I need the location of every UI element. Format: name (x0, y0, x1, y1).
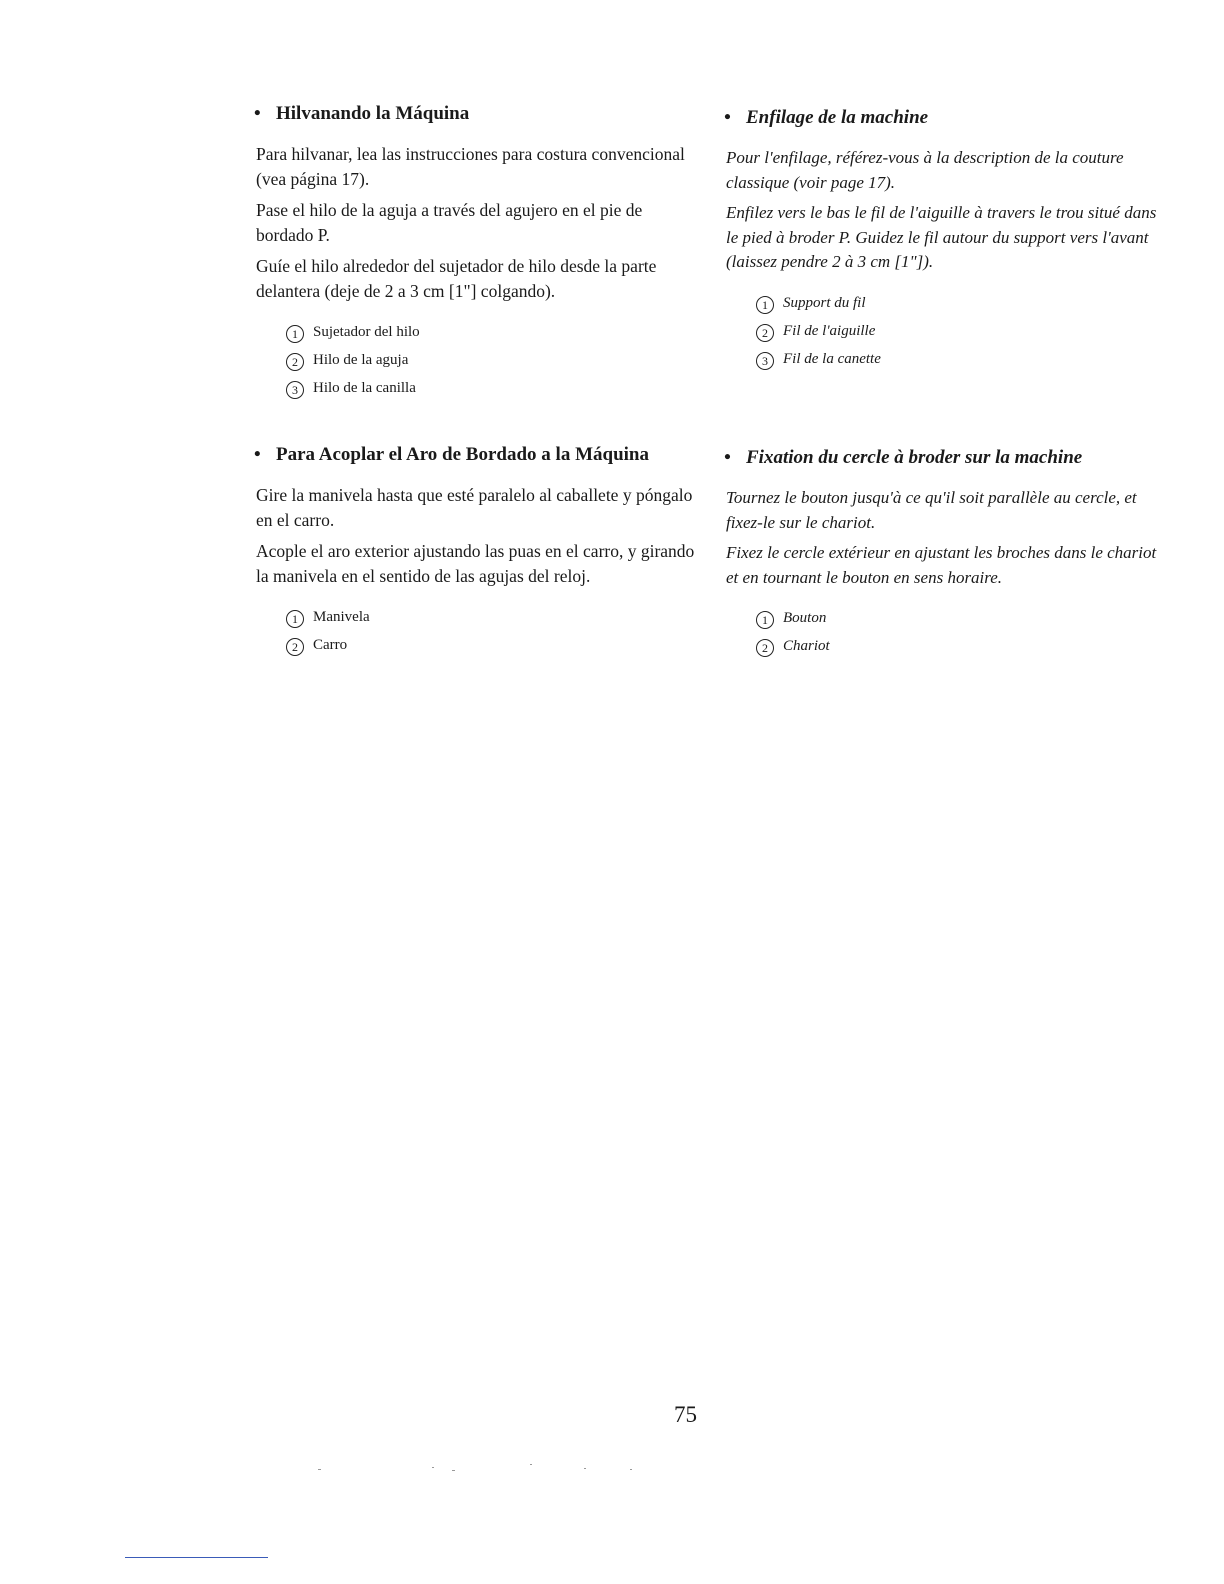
circled-number-icon: 1 (756, 296, 774, 314)
callout-list (756, 289, 1166, 373)
circled-number-icon: 1 (286, 325, 304, 343)
callout-item: 1 Bouton (756, 604, 1166, 632)
scan-speck (318, 1469, 321, 1470)
circled-number-icon: 1 (756, 611, 774, 629)
paragraph: Guíe el hilo alrededor del sujetador de hilo desde la parte delantera (deje de 2 a 3 cm [1"] colgando). (256, 256, 657, 301)
bullet-icon: • (254, 103, 261, 124)
section-es-hoop (256, 443, 696, 659)
bullet-icon: • (724, 107, 731, 128)
paragraph: Pase el hilo de la aguja a través del agujero en el pie de bordado P. (256, 200, 643, 245)
section-heading: • Para Acoplar el Aro de Bordado a la Máquina (254, 444, 649, 465)
page-number: 75 (674, 1402, 697, 1427)
circled-number-icon: 2 (756, 324, 774, 342)
bullet-icon: • (724, 447, 731, 468)
section-heading: • Hilvanando la Máquina (254, 103, 470, 124)
callout-item: 2 Fil de l'aiguille (756, 317, 1166, 345)
callout-item: 2 Hilo de la aguja (286, 346, 696, 374)
bullet-icon: • (254, 444, 261, 465)
callout-item: 1 Manivela (286, 603, 696, 631)
callout-item: 2 Carro (286, 631, 696, 659)
paragraph: Acople el aro exterior ajustando las puas en el carro, y girando la manivela en el sentido de las agujas del reloj. (256, 541, 695, 586)
footer-rule (125, 1557, 268, 1558)
section-fr-hoop (726, 446, 1166, 660)
circled-number-icon: 2 (286, 638, 304, 656)
scan-speck (584, 1468, 586, 1469)
circled-number-icon: 2 (756, 639, 774, 657)
circled-number-icon: 3 (286, 381, 304, 399)
callout-item: 1 Support du fil (756, 289, 1166, 317)
callout-item: 2 Chariot (756, 632, 1166, 660)
scan-speck (530, 1464, 532, 1465)
callout-item: 3 Fil de la canette (756, 345, 1166, 373)
callout-list (286, 318, 696, 402)
scan-speck (630, 1469, 632, 1470)
paragraph: Fixez le cercle extérieur en ajustant les broches dans le chariot et en tournant le bouton en sens horaire. (726, 543, 1157, 587)
callout-item: 3 Hilo de la canilla (286, 374, 696, 402)
scan-speck (432, 1467, 434, 1468)
section-heading: • Enfilage de la machine (724, 107, 929, 128)
paragraph: Enfilez vers le bas le fil de l'aiguille à travers le trou situé dans le pied à broder P. Guidez le fil autour du support vers l'avant (laissez pendre 2 à 3 cm [1"]). (726, 203, 1157, 271)
section-heading: • Fixation du cercle à broder sur la machine (724, 447, 1083, 468)
paragraph: Tournez le bouton jusqu'à ce qu'il soit parallèle au cercle, et fixez-le sur le chariot. (726, 488, 1137, 532)
section-fr-threading (726, 106, 1166, 373)
paragraph: Para hilvanar, lea las instrucciones para costura convencional (vea página 17). (256, 144, 685, 189)
circled-number-icon: 3 (756, 352, 774, 370)
section-es-threading (256, 102, 696, 402)
callout-list (756, 604, 1166, 660)
paragraph: Gire la manivela hasta que esté paralelo al caballete y póngalo en el carro. (256, 485, 693, 530)
callout-item: 1 Sujetador del hilo (286, 318, 696, 346)
callout-list (286, 603, 696, 659)
paragraph: Pour l'enfilage, référez-vous à la description de la couture classique (voir page 17). (726, 148, 1124, 192)
circled-number-icon: 2 (286, 353, 304, 371)
circled-number-icon: 1 (286, 610, 304, 628)
scan-speck (452, 1470, 455, 1471)
